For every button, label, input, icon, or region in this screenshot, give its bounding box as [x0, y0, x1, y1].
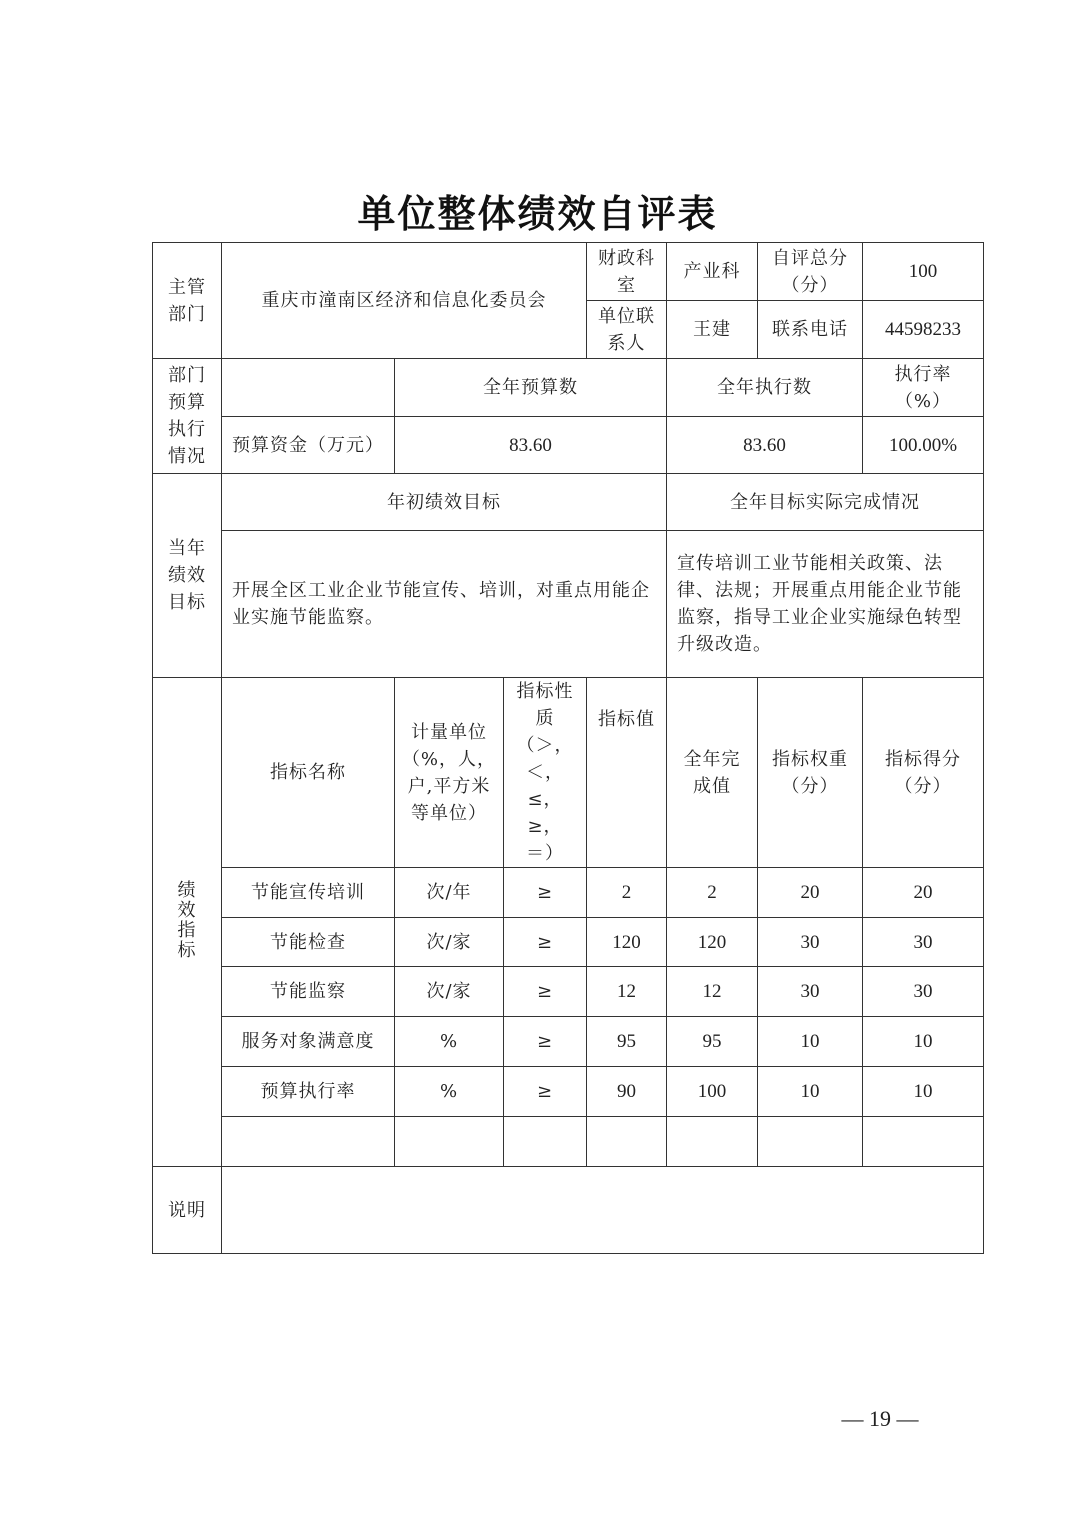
indicator-score: 30	[863, 918, 984, 967]
page-number: — 19 —	[841, 1406, 919, 1431]
indicator-score: 20	[863, 868, 984, 918]
indicator-target: 90	[587, 1067, 667, 1117]
actual-goal-text: 宣传培训工业节能相关政策、法律、法规；开展重点用能企业节能监察，指导工业企业实施绿色转型升级改造。	[667, 531, 984, 678]
indicator-section-cell	[153, 678, 222, 1167]
indicator-unit: 次/家	[395, 918, 504, 967]
indicator-weight: 30	[758, 918, 863, 967]
score-header: 指标得分（分）	[885, 748, 961, 797]
nature-header-cell	[504, 678, 587, 868]
indicator-target: 120	[587, 918, 667, 967]
performance-evaluation-table	[152, 242, 984, 1254]
dept-label: 主管部门	[168, 276, 206, 325]
annual-exec-value: 83.60	[667, 417, 863, 474]
indicator-unit: %	[395, 1017, 504, 1067]
phone-label: 联系电话	[758, 301, 863, 359]
empty-cell	[504, 1117, 587, 1167]
budget-header-row	[153, 359, 984, 417]
indicator-actual: 12	[667, 967, 758, 1017]
office-label: 财政科室	[598, 247, 655, 296]
office-label-cell	[587, 243, 667, 301]
indicator-unit: 次/年	[395, 868, 504, 918]
annual-exec-header: 全年执行数	[667, 359, 863, 417]
empty-cell	[222, 1117, 395, 1167]
indicator-name-header: 指标名称	[222, 678, 395, 868]
office-value: 产业科	[667, 243, 758, 301]
indicator-nature: ≥	[504, 1067, 587, 1117]
contact-label: 单位联系人	[598, 305, 655, 354]
exec-rate-header: 执行率（%）	[894, 363, 952, 412]
budget-row-label: 预算资金（万元）	[222, 417, 395, 474]
indicator-weight: 10	[758, 1067, 863, 1117]
goals-section-label: 当年绩效目标	[168, 538, 206, 613]
contact-label-cell	[587, 301, 667, 359]
budget-value-row	[153, 417, 984, 474]
empty-cell	[395, 1117, 504, 1167]
notes-row	[153, 1167, 984, 1254]
empty-table-row	[153, 1117, 984, 1167]
empty-cell	[587, 1117, 667, 1167]
empty-cell	[667, 1117, 758, 1167]
indicator-nature: ≥	[504, 868, 587, 918]
score-label: 自评总分（分）	[772, 247, 848, 296]
indicator-weight: 20	[758, 868, 863, 918]
annual-budget-header: 全年预算数	[395, 359, 667, 417]
indicator-score: 30	[863, 967, 984, 1017]
goals-header-row	[153, 474, 984, 531]
indicator-unit: 次/家	[395, 967, 504, 1017]
indicator-name: 节能检查	[222, 918, 395, 967]
weight-header-cell	[758, 678, 863, 868]
unit-header-cell	[395, 678, 504, 868]
indicator-actual: 2	[667, 868, 758, 918]
nature-header: 指标性质（＞，＜，≤，≥，＝）	[516, 681, 574, 864]
notes-value	[222, 1167, 984, 1254]
empty-cell	[863, 1117, 984, 1167]
exec-rate-value: 100.00%	[863, 417, 984, 474]
indicator-name: 服务对象满意度	[222, 1017, 395, 1067]
table-row	[153, 967, 984, 1017]
initial-goal-text: 开展全区工业企业节能宣传、培训，对重点用能企业实施节能监察。	[222, 531, 667, 678]
indicator-weight: 10	[758, 1017, 863, 1067]
table-row	[153, 1017, 984, 1067]
budget-section-label: 部门预算执行情况	[168, 365, 206, 467]
dept-label-cell	[153, 243, 222, 359]
initial-goal-header: 年初绩效目标	[222, 474, 667, 531]
goals-section-cell	[153, 474, 222, 678]
exec-rate-header-cell	[863, 359, 984, 417]
indicator-target: 2	[587, 868, 667, 918]
dept-value: 重庆市潼南区经济和信息化委员会	[222, 243, 587, 359]
score-label-cell	[758, 243, 863, 301]
table-row	[153, 1067, 984, 1117]
indicator-target: 95	[587, 1017, 667, 1067]
budget-section-cell	[153, 359, 222, 474]
actual-header-cell	[667, 678, 758, 868]
indicator-nature: ≥	[504, 918, 587, 967]
weight-header: 指标权重（分）	[772, 748, 848, 797]
empty-cell	[758, 1117, 863, 1167]
indicator-name: 预算执行率	[222, 1067, 395, 1117]
indicator-actual: 95	[667, 1017, 758, 1067]
phone-value: 44598233	[863, 301, 984, 359]
annual-budget-value: 83.60	[395, 417, 667, 474]
budget-blank-cell	[222, 359, 395, 417]
indicator-actual: 120	[667, 918, 758, 967]
indicator-name: 节能监察	[222, 967, 395, 1017]
indicator-actual: 100	[667, 1067, 758, 1117]
indicator-score: 10	[863, 1067, 984, 1117]
indicator-header-row	[153, 678, 984, 868]
header-row-1	[153, 243, 984, 301]
indicator-nature: ≥	[504, 1017, 587, 1067]
notes-label: 说明	[153, 1167, 222, 1254]
form-title: 单位整体绩效自评表	[357, 191, 718, 236]
indicator-name: 节能宣传培训	[222, 868, 395, 918]
indicator-nature: ≥	[504, 967, 587, 1017]
contact-value: 王建	[667, 301, 758, 359]
table-row	[153, 868, 984, 918]
indicator-section-label: 绩效指标	[177, 879, 197, 961]
goals-content-row	[153, 531, 984, 678]
indicator-target: 12	[587, 967, 667, 1017]
score-value: 100	[863, 243, 984, 301]
indicator-weight: 30	[758, 967, 863, 1017]
unit-header: 计量单位（%，人，户,平方米等单位）	[401, 721, 497, 824]
actual-header: 全年完成值	[683, 748, 741, 797]
score-header-cell	[863, 678, 984, 868]
indicator-unit: %	[395, 1067, 504, 1117]
actual-goal-header: 全年目标实际完成情况	[667, 474, 984, 531]
indicator-score: 10	[863, 1017, 984, 1067]
table-row	[153, 918, 984, 967]
target-header: 指标值	[587, 678, 667, 868]
